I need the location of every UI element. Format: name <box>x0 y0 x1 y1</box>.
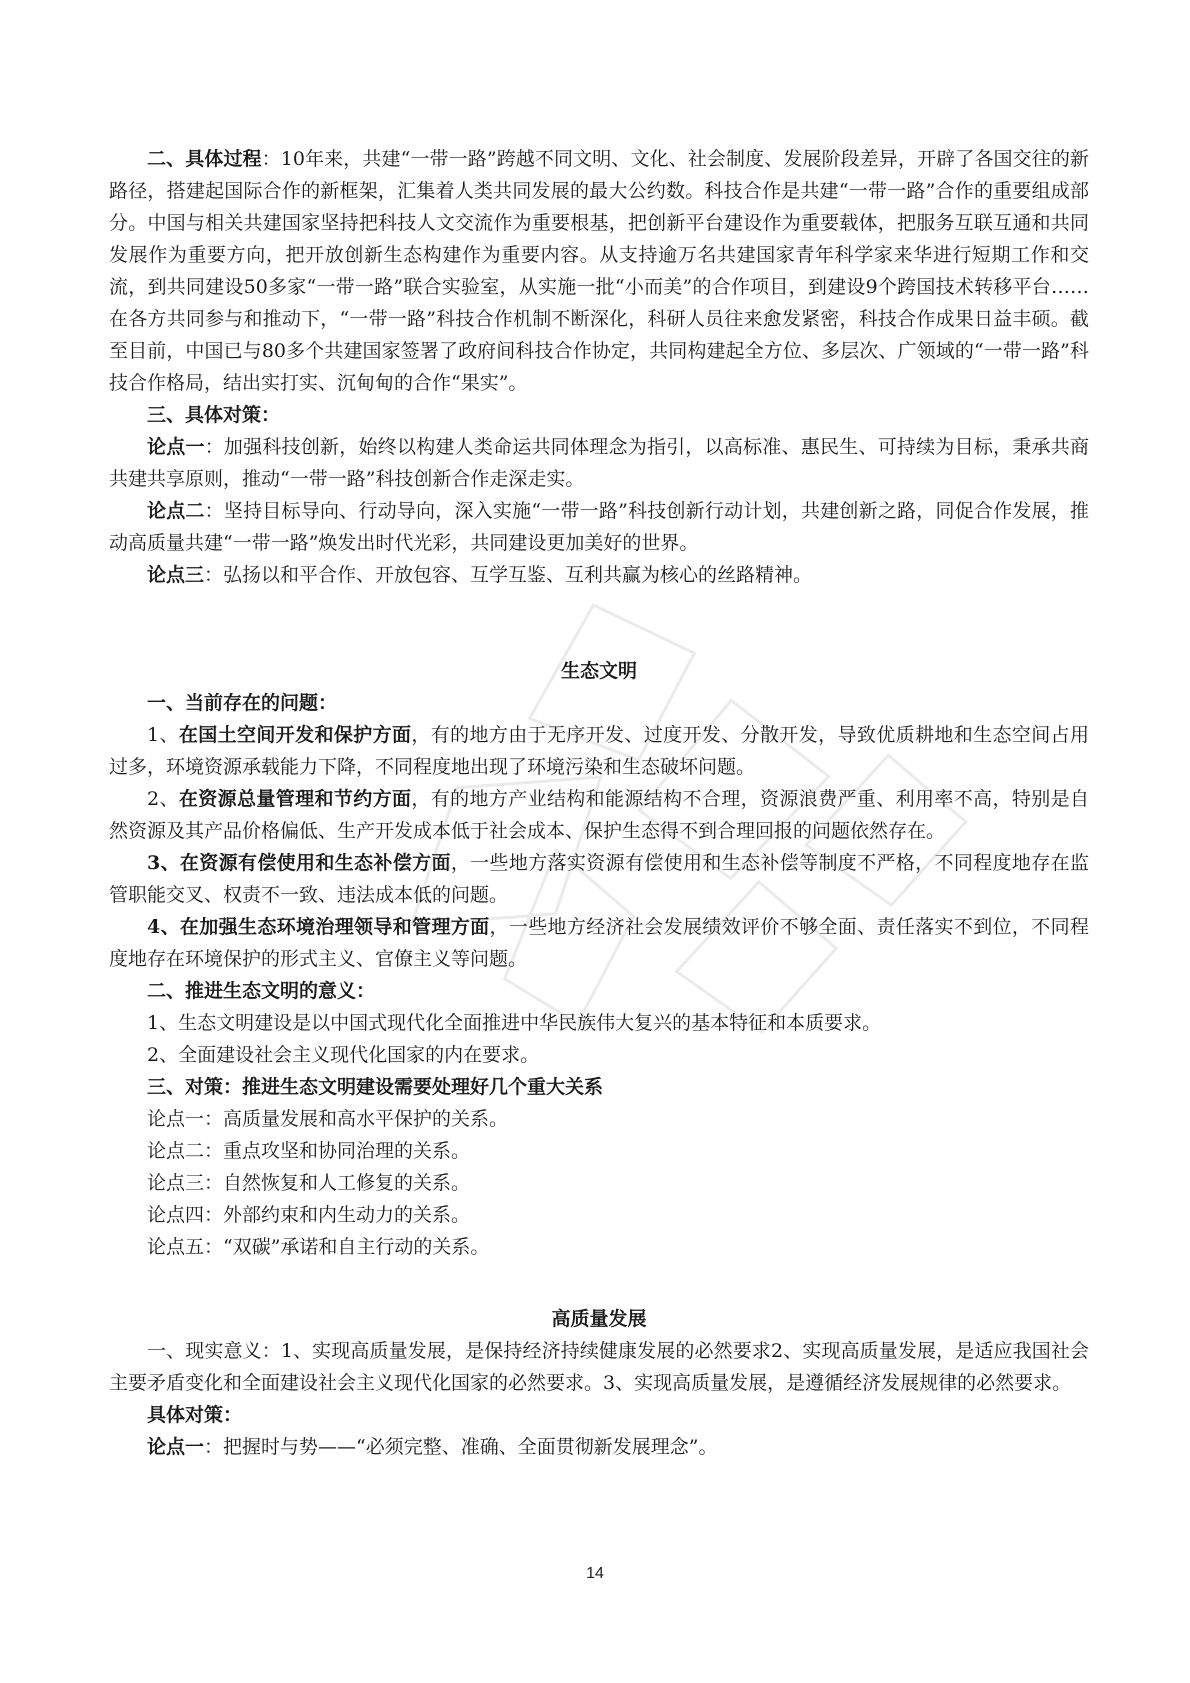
countermeasures-heading: 三、具体对策： <box>147 404 281 426</box>
problem-2-text: ，有的地方产业结构和能源结构不合理，资源浪费严重、利用率不高，特别是自然资源及其产品价格偏低、生产开发成本低于社会成本、保护生态得不到合理回报的问题依然存在。 <box>109 788 1089 842</box>
problem-3 <box>109 847 1089 911</box>
argument-2-paragraph <box>109 495 1089 559</box>
ecology-argument-4: 论点四：外部约束和内生动力的关系。 <box>147 1204 471 1226</box>
problem-2 <box>109 783 1089 847</box>
problem-1-number: 1、 <box>147 724 179 746</box>
argument-3-text: ：弘扬以和平合作、开放包容、互学互鉴、互利共赢为核心的丝路精神。 <box>204 564 813 586</box>
hq-development-section-title: 高质量发展 <box>551 1308 647 1330</box>
process-text: ：10年来，共建“一带一路”跨越不同文明、文化、社会制度、发展阶段差异，开辟了各国交往的新路径，搭建起国际合作的新框架，汇集着人类共同发展的最大公约数。科技合作是共建“一带一路”合作的重要组成部分。中国与相关共建国家坚持把科技人文交流作为重要根基，把创新平台建设作为重要载体，把服务互联互通和共同发展作为重要方向，把开放创新生态构建作为重要内容。从支持逾万名共建国家青年科学家来华进行短期工作和交流，到共同建设50多家“一带一路”联合实验室，从实施一批“小而美”的合作项目，到建设9个跨国技术转移平台……在各方共同参与和推动下，“一带一路”科技合作机制不断深化，科研人员往来愈发紧密，科技合作成果日益丰硕。截至目前，中国已与80多个共建国家签署了政府间科技合作协定，共同构建起全方位、多层次、广领域的“一带一路”科技合作格局，结出实打实、沉甸甸的合作“果实”。 <box>109 148 1089 394</box>
hq-argument-1-text: ：把握时与势——“必须完整、准确、全面贯彻新发展理念”。 <box>204 1436 718 1458</box>
problem-1 <box>109 719 1089 783</box>
problem-2-number: 2、 <box>147 788 179 810</box>
practical-significance-paragraph: 一、现实意义：1、实现高质量发展，是保持经济持续健康发展的必然要求2、实现高质量发展，是适应我国社会主要矛盾变化和全面建设社会主义现代化国家的必然要求。3、实现高质量发展，是遵循经济发展规律的必然要求。 <box>109 1340 1089 1394</box>
ecology-section-title: 生态文明 <box>560 660 637 682</box>
significance-heading: 二、推进生态文明的意义： <box>147 980 376 1002</box>
process-label: 二、具体过程 <box>147 148 262 170</box>
problem-4-text: ，一些地方经济社会发展绩效评价不够全面、责任落实不到位，不同程度地存在环境保护的形式主义、官僚主义等问题。 <box>109 916 1089 970</box>
problem-4-label: 在加强生态环境治理领导和管理方面 <box>179 916 490 938</box>
ecology-countermeasures-heading: 三、对策：推进生态文明建设需要处理好几个重大关系 <box>147 1076 604 1098</box>
problem-4 <box>109 911 1089 975</box>
problem-3-label: 在资源有偿使用和生态补偿方面 <box>179 852 451 874</box>
problem-4-number: 4、 <box>147 916 180 938</box>
hq-argument-1-label: 论点一 <box>147 1436 205 1458</box>
argument-3-label: 论点三 <box>147 564 205 586</box>
problem-3-number: 3、 <box>147 852 180 874</box>
section-spacer <box>109 1263 1089 1303</box>
ecology-argument-5: 论点五：“双碳”承诺和自主行动的关系。 <box>147 1236 490 1258</box>
process-paragraph <box>109 143 1089 399</box>
hq-countermeasures-heading: 具体对策： <box>147 1404 243 1426</box>
significance-2: 2、全面建设社会主义现代化国家的内在要求。 <box>147 1044 540 1066</box>
current-problems-heading: 一、当前存在的问题： <box>147 692 338 714</box>
argument-1-text: ：加强科技创新，始终以构建人类命运共同体理念为指引，以高标准、惠民生、可持续为目标，秉承共商共建共享原则，推动“一带一路”科技创新合作走深走实。 <box>109 436 1089 490</box>
argument-1-label: 论点一 <box>147 436 205 458</box>
ecology-argument-3: 论点三：自然恢复和人工修复的关系。 <box>147 1172 471 1194</box>
argument-1-paragraph <box>109 431 1089 495</box>
argument-2-label: 论点二 <box>147 500 205 522</box>
argument-3-paragraph <box>109 559 1089 591</box>
problem-2-label: 在资源总量管理和节约方面 <box>178 788 412 810</box>
section-spacer <box>109 591 1089 655</box>
page-number: 14 <box>586 1565 604 1582</box>
ecology-argument-1: 论点一：高质量发展和高水平保护的关系。 <box>147 1108 509 1130</box>
problem-3-text: ，一些地方落实资源有偿使用和生态补偿等制度不严格，不同程度地存在监管职能交叉、权责不一致、违法成本低的问题。 <box>109 852 1089 906</box>
hq-argument-1 <box>109 1431 1089 1463</box>
ecology-argument-2: 论点二：重点攻坚和协同治理的关系。 <box>147 1140 471 1162</box>
problem-1-text: ，有的地方由于无序开发、过度开发、分散开发，导致优质耕地和生态空间占用过多，环境资源承载能力下降，不同程度地出现了环境污染和生态破坏问题。 <box>109 724 1089 778</box>
page-content <box>109 143 1089 1463</box>
significance-1: 1、生态文明建设是以中国式现代化全面推进中华民族伟大复兴的基本特征和本质要求。 <box>147 1012 882 1034</box>
argument-2-text: ：坚持目标导向、行动导向，深入实施“一带一路”科技创新行动计划，共建创新之路，同促合作发展，推动高质量共建“一带一路”焕发出时代光彩，共同建设更加美好的世界。 <box>109 500 1089 554</box>
problem-1-label: 在国土空间开发和保护方面 <box>178 724 412 746</box>
